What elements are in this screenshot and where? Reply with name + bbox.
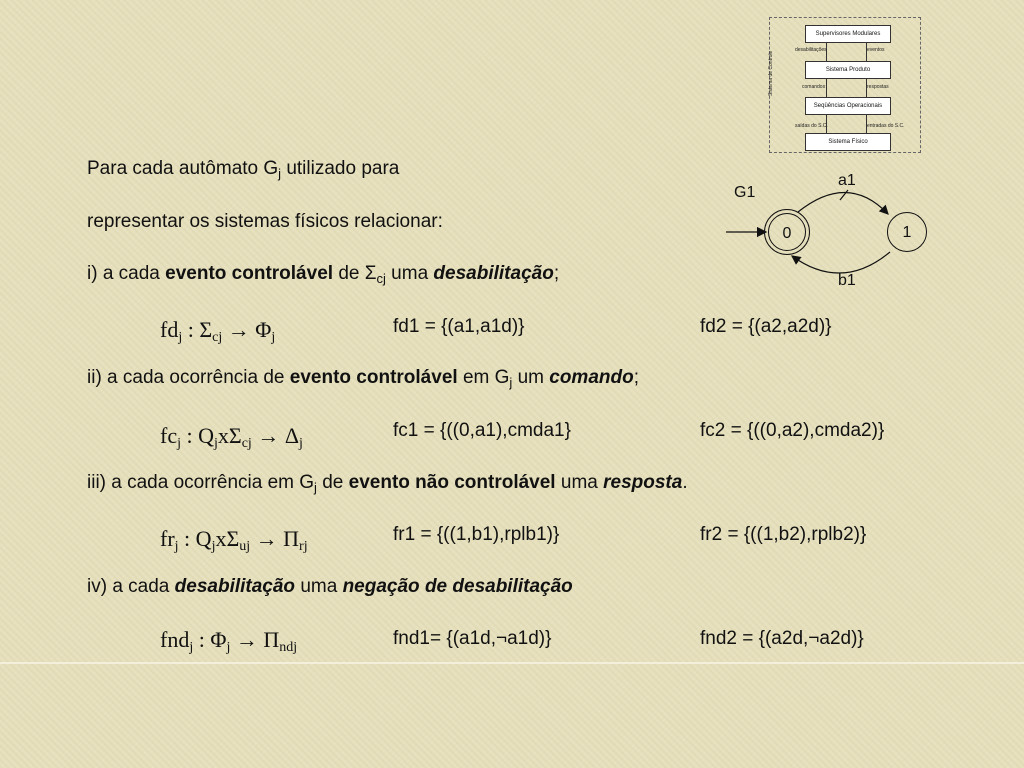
item-i: i) a cada evento controlável de $\Sigma_{cj}$ uma desabilitação; bbox=[87, 263, 560, 286]
automaton-name: G1 bbox=[734, 184, 756, 201]
formula-fc: $fc_j$ : $Q_jx\Sigma_{cj} \to \Delta_j$ bbox=[160, 423, 303, 451]
controllable-tick bbox=[840, 190, 848, 200]
event-label-a1: a1 bbox=[838, 172, 856, 189]
schematic-box-sequencias: Seqüências Operacionais bbox=[805, 97, 891, 115]
schematic-label-comandos: comandos bbox=[802, 84, 826, 90]
example-fd2: fd2 = {(a2,a2d)} bbox=[700, 316, 832, 337]
schematic-box-supervisores: Supervisores Modulares bbox=[805, 25, 891, 43]
formula-fd: $fd_j$ : $\Sigma_{cj} \to \Phi_j$ bbox=[160, 317, 276, 345]
item-iii: iii) a cada ocorrência em $G_j$ de evento não controlável uma resposta. bbox=[87, 472, 688, 495]
schematic-label-respostas: respostas bbox=[867, 84, 889, 90]
schematic-label-eventos: eventos bbox=[867, 47, 885, 53]
item-iv: iv) a cada desabilitação uma negação de desabilitação bbox=[87, 576, 573, 597]
example-fd1: fd1 = {(a1,a1d)} bbox=[393, 316, 525, 337]
example-fnd1: fnd1= {(a1d,¬a1d)} bbox=[393, 628, 552, 649]
divider-line bbox=[0, 662, 1024, 664]
schematic-box-sistema-fisico: Sistema Físico bbox=[805, 133, 891, 151]
schematic-label-entradas: entradas do S.C. bbox=[867, 123, 905, 129]
schematic-vertical-label: Sistema de Controle bbox=[768, 50, 774, 96]
intro-line-1: Para cada autômato $G_j$ utilizado para bbox=[87, 158, 400, 181]
example-fr2: fr2 = {((1,b2),rplb2)} bbox=[700, 524, 867, 545]
schematic-box-sistema-produto: Sistema Produto bbox=[805, 61, 891, 79]
example-fr1: fr1 = {((1,b1),rplb1)} bbox=[393, 524, 560, 545]
formula-fr: $fr_j$ : $Q_jx\Sigma_{uj} \to \Pi_{rj}$ bbox=[160, 526, 308, 554]
formula-fnd: fnd$_j$ : $\Phi_j \to \Pi_{ndj}$ bbox=[160, 627, 298, 655]
state-0: 0 bbox=[768, 213, 806, 251]
intro-line-2: representar os sistemas físicos relacionar: bbox=[87, 211, 443, 232]
transition-b1 bbox=[792, 252, 890, 273]
item-ii: ii) a cada ocorrência de evento controlável em $G_j$ um comando; bbox=[87, 367, 639, 390]
example-fnd2: fnd2 = {(a2d,¬a2d)} bbox=[700, 628, 864, 649]
example-fc1: fc1 = {((0,a1),cmda1} bbox=[393, 420, 571, 441]
event-label-b1: b1 bbox=[838, 272, 856, 289]
schematic-label-saidas: saídas do S.C. bbox=[795, 123, 828, 129]
example-fc2: fc2 = {((0,a2),cmda2)} bbox=[700, 420, 885, 441]
state-1: 1 bbox=[887, 212, 927, 252]
schematic-arrow bbox=[826, 78, 827, 97]
schematic-label-desabilitacoes: desabilitações bbox=[795, 47, 827, 53]
